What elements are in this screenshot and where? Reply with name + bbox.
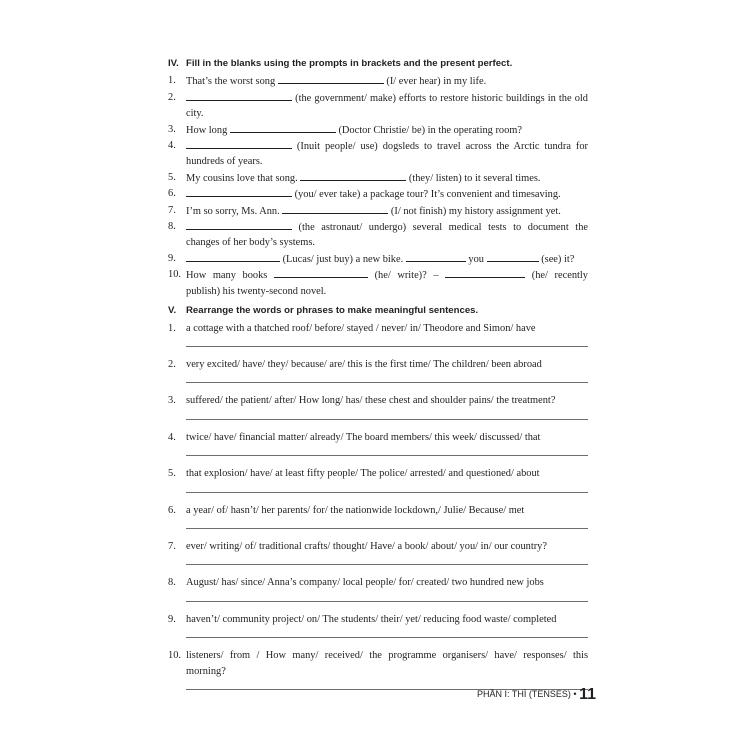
answer-blank[interactable] — [230, 122, 336, 133]
answer-line[interactable] — [186, 601, 588, 602]
exercise-v-item-6 — [168, 503, 588, 518]
item-number: 8. — [168, 577, 176, 589]
item-prompt: August/ has/ since/ Anna’s company/ local people/ for/ created/ two hundred new jobs — [186, 577, 544, 589]
page-footer — [476, 686, 596, 704]
answer-blank[interactable] — [278, 73, 384, 84]
item-number: 9. — [168, 252, 176, 264]
answer-line[interactable] — [186, 455, 588, 456]
exercise-v-item-1 — [168, 321, 588, 336]
item-text: (Lucas/ just buy) a new bike. you (see) it? — [186, 251, 588, 267]
exercise-v-item-8 — [168, 575, 588, 590]
answer-line[interactable] — [186, 382, 588, 383]
item-text: (you/ ever take) a package tour? It’s convenient and timesaving. — [186, 186, 588, 202]
answer-line[interactable] — [186, 637, 588, 638]
section-v-numeral: V. — [168, 305, 177, 317]
exercise-iv-item-4 — [168, 138, 588, 170]
exercise-v-item-3 — [168, 393, 588, 408]
answer-blank[interactable] — [282, 203, 388, 214]
item-number: 10. — [168, 269, 181, 281]
item-text: (the astronaut/ undergo) several medical tests to document the changes of her body’s systems. — [186, 219, 588, 251]
item-number: 8. — [168, 221, 176, 233]
exercise-iv-item-6 — [168, 186, 588, 202]
item-prompt: a year/ of/ hasn’t/ her parents/ for/ the nationwide lockdown,/ Julie/ Because/ met — [186, 504, 525, 516]
answer-blank[interactable] — [445, 267, 525, 278]
item-number: 7. — [168, 540, 176, 552]
section-v-title: Rearrange the words or phrases to make meaningful sentences. — [186, 305, 479, 317]
exercise-v-item-2 — [168, 357, 588, 372]
section-iv-numeral: IV. — [168, 58, 179, 69]
exercise-iv-item-5 — [168, 170, 588, 186]
item-number: 2. — [168, 358, 176, 370]
item-number: 3. — [168, 395, 176, 407]
item-number: 3. — [168, 123, 176, 135]
worksheet-page — [168, 56, 588, 700]
footer-section-label: PHẦN I: THÌ (TENSES) — [477, 689, 571, 699]
exercise-v-item-4 — [168, 430, 588, 445]
answer-blank[interactable] — [406, 251, 466, 262]
page-number: 11 — [579, 686, 596, 703]
section-v-heading — [168, 303, 588, 318]
item-text: I’m so sorry, Ms. Ann. (I/ not finish) my history assignment yet. — [186, 203, 588, 219]
item-prompt: suffered/ the patient/ after/ How long/ has/ these chest and shoulder pains/ the treatment? — [186, 395, 556, 407]
item-text: That’s the worst song (I/ ever hear) in my life. — [186, 73, 588, 89]
item-text: How long (Doctor Christie/ be) in the operating room? — [186, 122, 588, 138]
item-text: My cousins love that song. (they/ listen) to it several times. — [186, 170, 588, 186]
exercise-iv-item-7 — [168, 203, 588, 219]
exercise-iv-item-10 — [168, 267, 588, 299]
answer-line[interactable] — [186, 564, 588, 565]
item-text: (Inuit people/ use) dogsleds to travel across the Arctic tundra for hundreds of years. — [186, 138, 588, 170]
section-iv-heading — [168, 56, 588, 71]
item-text: (the government/ make) efforts to restore historic buildings in the old city. — [186, 90, 588, 122]
item-number: 1. — [168, 75, 176, 87]
answer-blank[interactable] — [300, 170, 406, 181]
item-prompt: very excited/ have/ they/ because/ are/ this is the first time/ The children/ been abroad — [186, 358, 542, 370]
exercise-iv-item-8 — [168, 219, 588, 251]
answer-line[interactable] — [186, 492, 588, 493]
item-number: 9. — [168, 613, 176, 625]
answer-blank[interactable] — [186, 186, 292, 197]
exercise-v-item-10 — [168, 648, 588, 679]
item-number: 6. — [168, 504, 176, 516]
item-prompt: a cottage with a thatched roof/ before/ stayed / never/ in/ Theodore and Simon/ have — [186, 322, 536, 334]
item-prompt: haven’t/ community project/ on/ The students/ their/ yet/ reducing food waste/ completed — [186, 613, 557, 625]
answer-line[interactable] — [186, 528, 588, 529]
item-prompt: that explosion/ have/ at least fifty people/ The police/ arrested/ and questioned/ about — [186, 468, 540, 480]
exercise-v-item-5 — [168, 466, 588, 481]
exercise-iv-item-3 — [168, 122, 588, 138]
exercise-iv-item-2 — [168, 90, 588, 122]
answer-blank[interactable] — [186, 219, 292, 230]
exercise-iv-item-1 — [168, 73, 588, 89]
item-number: 7. — [168, 204, 176, 216]
answer-line[interactable] — [186, 346, 588, 347]
item-number: 6. — [168, 188, 176, 200]
item-number: 5. — [168, 171, 176, 183]
item-number: 4. — [168, 431, 176, 443]
exercise-v-item-9 — [168, 612, 588, 627]
item-number: 1. — [168, 322, 176, 334]
answer-blank[interactable] — [487, 251, 539, 262]
item-text: How many books (he/ write)? – (he/ recently publish) his twenty-second novel. — [186, 267, 588, 299]
exercise-iv-item-9 — [168, 251, 588, 267]
item-prompt: listeners/ from / How many/ received/ the programme organisers/ have/ responses/ this morning? — [186, 650, 588, 677]
answer-line[interactable] — [186, 419, 588, 420]
item-number: 4. — [168, 140, 176, 152]
item-number: 5. — [168, 468, 176, 480]
item-number: 10. — [168, 650, 181, 662]
item-prompt: twice/ have/ financial matter/ already/ The board members/ this week/ discussed/ that — [186, 431, 541, 443]
answer-blank[interactable] — [186, 138, 292, 149]
item-number: 2. — [168, 91, 176, 103]
answer-blank[interactable] — [186, 251, 280, 262]
section-iv-title: Fill in the blanks using the prompts in brackets and the present perfect. — [186, 58, 513, 69]
item-prompt: ever/ writing/ of/ traditional crafts/ thought/ Have/ a book/ about/ you/ in/ our country? — [186, 540, 547, 552]
exercise-v-item-7 — [168, 539, 588, 554]
answer-blank[interactable] — [274, 267, 368, 278]
bullet-separator: • — [573, 689, 577, 699]
answer-blank[interactable] — [186, 90, 292, 101]
